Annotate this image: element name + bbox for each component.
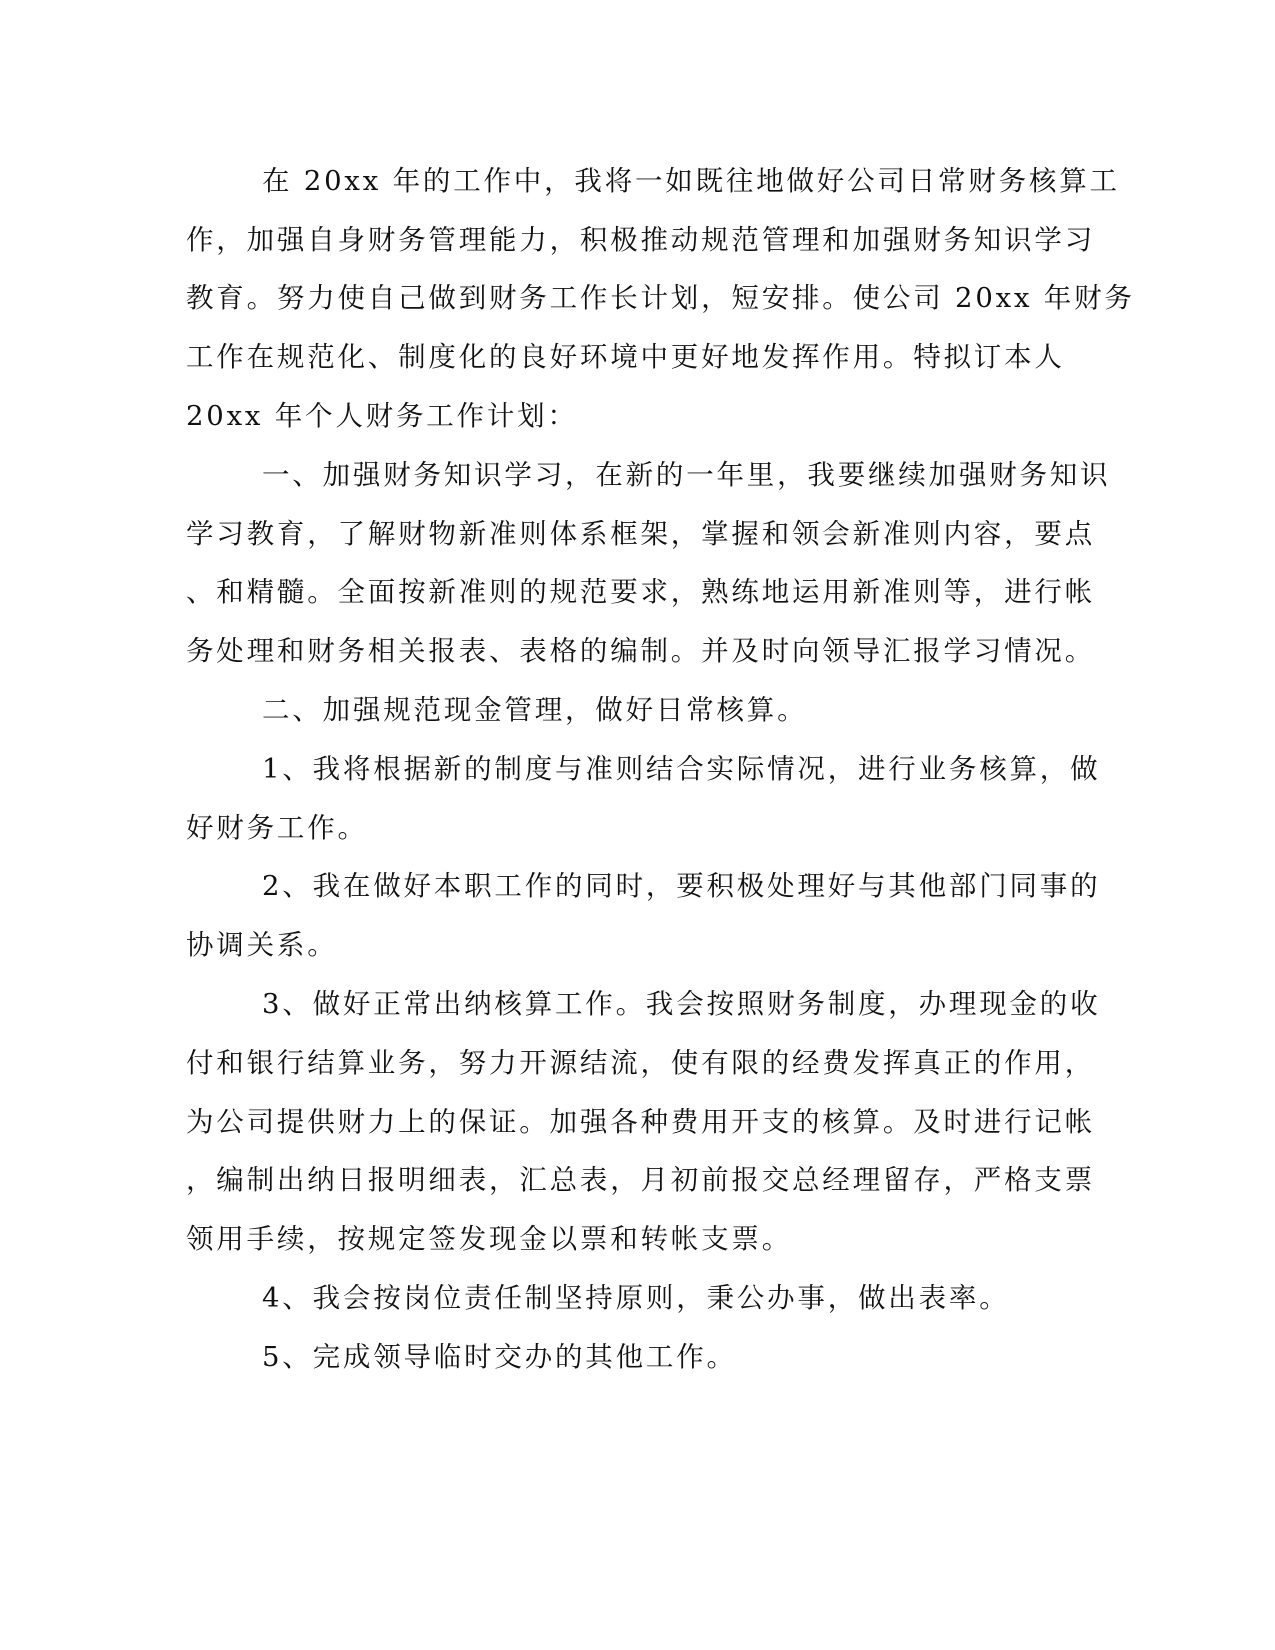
item-2-line-1: 2、我在做好本职工作的同时，要积极处理好与其他部门同事的 (262, 870, 1101, 902)
item-3-line-4: ，编制出纳日报明细表，汇总表，月初前报交总经理留存，严格支票 (186, 1164, 1095, 1196)
intro-line-2: 作，加强自身财务管理能力，积极推动规范管理和加强财务知识学习 (186, 224, 1095, 256)
item-2-line-2: 协调关系。 (186, 929, 338, 961)
intro-line-5: 20xx 年个人财务工作计划： (186, 400, 578, 432)
section-two-heading: 二、加强规范现金管理，做好日常核算。 (262, 694, 808, 726)
item-1-line-1: 1、我将根据新的制度与准则结合实际情况，进行业务核算，做 (262, 753, 1101, 785)
item-3-line-5: 领用手续，按规定签发现金以票和转帐支票。 (186, 1223, 792, 1255)
item-4-line: 4、我会按岗位责任制坚持原则，秉公办事，做出表率。 (262, 1282, 1010, 1314)
item-1-line-2: 好财务工作。 (186, 812, 368, 844)
intro-line-4: 工作在规范化、制度化的良好环境中更好地发挥作用。特拟订本人 (186, 341, 1065, 373)
item-5-line: 5、完成领导临时交办的其他工作。 (262, 1341, 737, 1373)
item-3-line-2: 付和银行结算业务，努力开源结流，使有限的经费发挥真正的作用， (186, 1047, 1095, 1079)
intro-line-1: 在 20xx 年的工作中，我将一如既往地做好公司日常财务核算工 (262, 165, 1120, 197)
section-one-line-1: 一、加强财务知识学习，在新的一年里，我要继续加强财务知识 (262, 459, 1111, 491)
section-one-line-4: 务处理和财务相关报表、表格的编制。并及时向领导汇报学习情况。 (186, 635, 1095, 667)
section-one-line-3: 、和精髓。全面按新准则的规范要求，熟练地运用新准则等，进行帐 (186, 576, 1095, 608)
item-3-line-3: 为公司提供财力上的保证。加强各种费用开支的核算。及时进行记帐 (186, 1106, 1095, 1138)
intro-line-3: 教育。努力使自己做到财务工作长计划，短安排。使公司 20xx 年财务 (186, 282, 1135, 314)
item-3-line-1: 3、做好正常出纳核算工作。我会按照财务制度，办理现金的收 (262, 988, 1101, 1020)
section-one-line-2: 学习教育，了解财物新准则体系框架，掌握和领会新准则内容，要点 (186, 518, 1095, 550)
